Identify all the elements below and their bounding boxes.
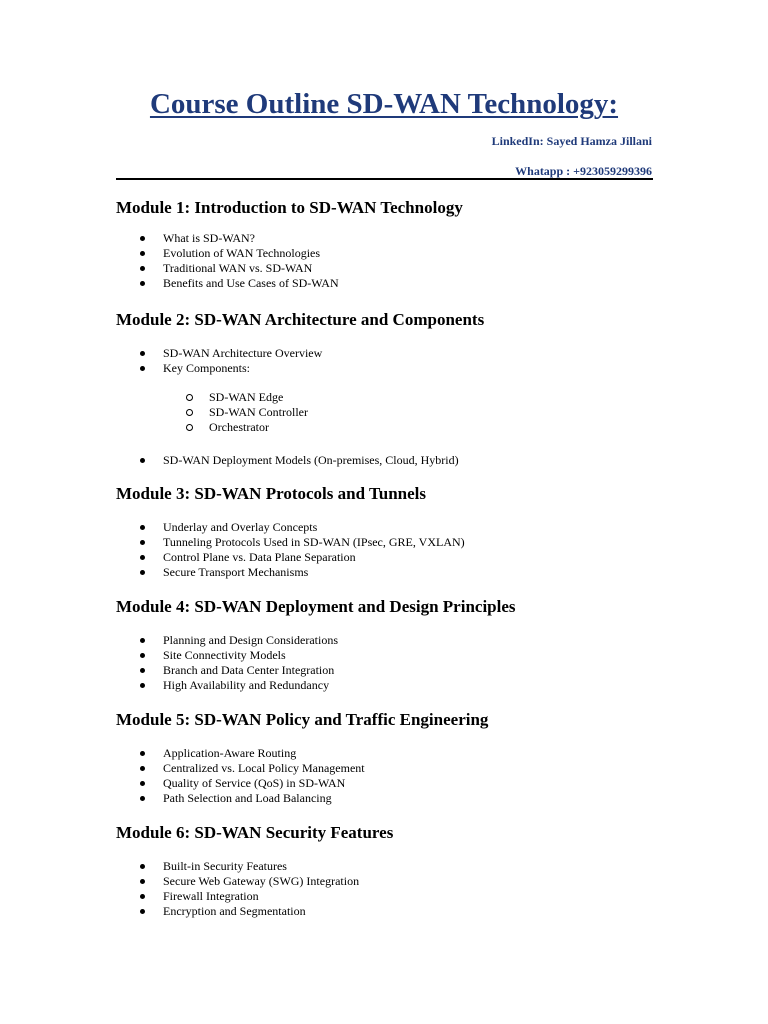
module-1 bbox=[116, 197, 656, 291]
module-heading: Module 4: SD-WAN Deployment and Design Principles bbox=[116, 597, 516, 616]
list-item bbox=[116, 663, 656, 678]
list-item bbox=[116, 648, 656, 663]
list-item-text: Secure Transport Mechanisms bbox=[163, 565, 309, 579]
list-item-text: Benefits and Use Cases of SD-WAN bbox=[163, 276, 339, 290]
list-item-text: Quality of Service (QoS) in SD-WAN bbox=[163, 776, 346, 790]
sub-list-item bbox=[116, 405, 656, 420]
sub-list-item bbox=[116, 390, 656, 405]
list-item bbox=[116, 678, 656, 693]
bullet-icon bbox=[140, 683, 145, 688]
circle-bullet-icon bbox=[186, 409, 193, 416]
list-item bbox=[116, 246, 656, 261]
bullet-icon bbox=[140, 864, 145, 869]
list-item-text: What is SD-WAN? bbox=[163, 231, 255, 245]
bullet-icon bbox=[140, 909, 145, 914]
list-item bbox=[116, 550, 656, 565]
sub-list-item-text: SD-WAN Controller bbox=[209, 405, 308, 419]
list-item-text: Underlay and Overlay Concepts bbox=[163, 520, 318, 534]
list-item bbox=[116, 904, 656, 919]
list-item-text: Planning and Design Considerations bbox=[163, 633, 338, 647]
list-item bbox=[116, 565, 656, 580]
list-item bbox=[116, 746, 656, 761]
module-heading: Module 2: SD-WAN Architecture and Components bbox=[116, 310, 485, 329]
bullet-icon bbox=[140, 281, 145, 286]
bullet-icon bbox=[140, 638, 145, 643]
sub-item-list bbox=[116, 390, 656, 435]
module-item-list bbox=[116, 520, 656, 580]
list-item bbox=[116, 520, 656, 535]
circle-bullet-icon bbox=[186, 394, 193, 401]
list-item-text: Traditional WAN vs. SD-WAN bbox=[163, 261, 313, 275]
list-item bbox=[116, 361, 656, 376]
list-item bbox=[116, 346, 656, 361]
list-item-text: Branch and Data Center Integration bbox=[163, 663, 335, 677]
bullet-icon bbox=[140, 894, 145, 899]
bullet-icon bbox=[140, 781, 145, 786]
bullet-icon bbox=[140, 653, 145, 658]
list-item-text: Key Components: bbox=[163, 361, 250, 375]
bullet-icon bbox=[140, 751, 145, 756]
module-item-list bbox=[116, 346, 656, 376]
bullet-icon bbox=[140, 236, 145, 241]
bullet-icon bbox=[140, 879, 145, 884]
document-title: Course Outline SD-WAN Technology: bbox=[149, 88, 619, 120]
sub-list-item bbox=[116, 420, 656, 435]
header-divider bbox=[116, 178, 653, 180]
list-item bbox=[116, 231, 656, 246]
bullet-icon bbox=[140, 570, 145, 575]
bullet-icon bbox=[140, 525, 145, 530]
module-heading: Module 5: SD-WAN Policy and Traffic Engineering bbox=[116, 710, 489, 729]
list-item bbox=[116, 535, 656, 550]
list-item bbox=[116, 276, 656, 291]
list-item-text: Firewall Integration bbox=[163, 889, 259, 903]
module-item-list bbox=[116, 453, 656, 468]
module-6 bbox=[116, 822, 656, 919]
list-item-text: Site Connectivity Models bbox=[163, 648, 286, 662]
list-item-text: Encryption and Segmentation bbox=[163, 904, 306, 918]
list-item bbox=[116, 261, 656, 276]
list-item bbox=[116, 889, 656, 904]
list-item-text: Secure Web Gateway (SWG) Integration bbox=[163, 874, 360, 888]
list-item bbox=[116, 874, 656, 889]
circle-bullet-icon bbox=[186, 424, 193, 431]
list-item-text: Built-in Security Features bbox=[163, 859, 287, 873]
bullet-icon bbox=[140, 266, 145, 271]
list-item-text: Application-Aware Routing bbox=[163, 746, 297, 760]
bullet-icon bbox=[140, 458, 145, 463]
module-4 bbox=[116, 596, 656, 693]
list-item-text: SD-WAN Deployment Models (On-premises, Cloud, Hybrid) bbox=[163, 453, 459, 467]
module-heading: Module 1: Introduction to SD-WAN Technology bbox=[116, 198, 463, 217]
bullet-icon bbox=[140, 796, 145, 801]
list-item bbox=[116, 776, 656, 791]
module-item-list bbox=[116, 231, 656, 291]
module-5 bbox=[116, 709, 656, 806]
list-item bbox=[116, 633, 656, 648]
bullet-icon bbox=[140, 766, 145, 771]
module-item-list bbox=[116, 859, 656, 919]
list-item-text: SD-WAN Architecture Overview bbox=[163, 346, 323, 360]
linkedin-contact: LinkedIn: Sayed Hamza Jillani bbox=[491, 134, 652, 148]
bullet-icon bbox=[140, 251, 145, 256]
list-item-text: Tunneling Protocols Used in SD-WAN (IPsec, GRE, VXLAN) bbox=[163, 535, 465, 549]
list-item-text: Evolution of WAN Technologies bbox=[163, 246, 321, 260]
bullet-icon bbox=[140, 351, 145, 356]
list-item-text: Path Selection and Load Balancing bbox=[163, 791, 332, 805]
module-3 bbox=[116, 483, 656, 580]
module-heading: Module 6: SD-WAN Security Features bbox=[116, 823, 394, 842]
list-item bbox=[116, 791, 656, 806]
list-item-text: High Availability and Redundancy bbox=[163, 678, 330, 692]
bullet-icon bbox=[140, 668, 145, 673]
module-item-list bbox=[116, 746, 656, 806]
list-item bbox=[116, 761, 656, 776]
bullet-icon bbox=[140, 555, 145, 560]
list-item-text: Control Plane vs. Data Plane Separation bbox=[163, 550, 356, 564]
bullet-icon bbox=[140, 366, 145, 371]
list-item-text: Centralized vs. Local Policy Management bbox=[163, 761, 365, 775]
bullet-icon bbox=[140, 540, 145, 545]
whatsapp-contact: Whatapp : +923059299396 bbox=[515, 164, 652, 178]
module-2 bbox=[116, 309, 656, 468]
list-item bbox=[116, 859, 656, 874]
list-item bbox=[116, 453, 656, 468]
module-item-list bbox=[116, 633, 656, 693]
sub-list-item-text: SD-WAN Edge bbox=[209, 390, 284, 404]
module-heading: Module 3: SD-WAN Protocols and Tunnels bbox=[116, 484, 426, 503]
sub-list-item-text: Orchestrator bbox=[209, 420, 269, 434]
